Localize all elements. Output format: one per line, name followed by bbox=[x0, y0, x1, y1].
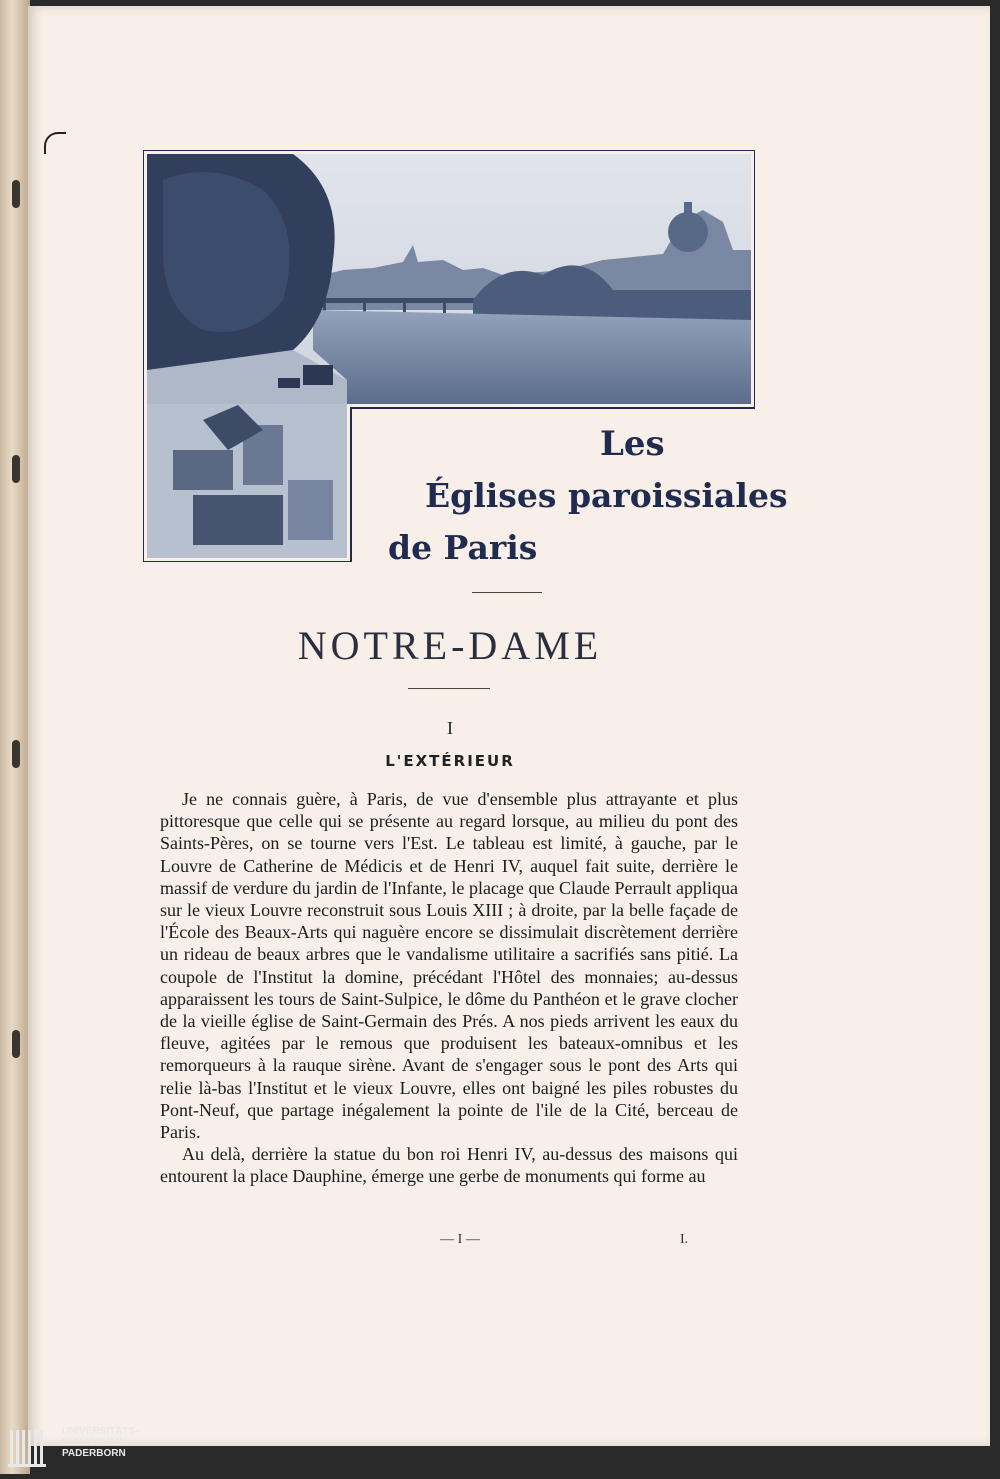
corner-mark bbox=[44, 132, 66, 154]
library-logo-text bbox=[62, 1426, 139, 1459]
logo-line: UNIVERSITÄTS- bbox=[62, 1426, 139, 1437]
page-title: NOTRE-DAME bbox=[297, 623, 603, 668]
section-numeral: I bbox=[447, 718, 453, 738]
divider-rule bbox=[472, 592, 542, 593]
binding-thread bbox=[12, 1030, 20, 1058]
divider-rule bbox=[408, 688, 490, 689]
logo-line: BIBLIOTHEK bbox=[62, 1437, 124, 1448]
section-heading: L'EXTÉRIEUR bbox=[385, 752, 515, 770]
binding-thread bbox=[12, 180, 20, 208]
book-binding bbox=[0, 0, 30, 1474]
heading-les: Les bbox=[600, 424, 665, 464]
signature-mark: I. bbox=[680, 1232, 689, 1247]
binding-thread bbox=[12, 455, 20, 483]
heading-eglises-paroissiales: Églises paroissiales bbox=[425, 476, 788, 515]
body-text bbox=[160, 788, 738, 1188]
binding-thread bbox=[12, 740, 20, 768]
paragraph: Je ne connais guère, à Paris, de vue d'ensemble plus attrayante et plus pittoresque que celle qui se présente au regard lorsque, au milieu du pont des Saints-Pères, on se tourne vers l'Est. Le tableau est limité, à gauche, par le Louvre de Catherine de Médicis et de Henri IV, auquel fait suite, derrière le massif de verdure du jardin de l'Infante, le placage que Claude Perrault appliqua sur le vieux Louvre reconstruit sous Louis XIII ; à droite, par la belle façade de l'École des Beaux-Arts qui naguère encore se dissimulait discrètement derrière un rideau de beaux arbres que le vandalisme utilitaire a sacrifiés sans pitié. La coupole de l'Institut la domine, précédant l'Hôtel des monnaies; au-dessus apparaissent les tours de Saint-Sulpice, le dôme du Panthéon et le grave clocher de la vieille église de Saint-Germain des Prés. A nos pieds arrivent les eaux du fleuve, agitées par le remous que produisent les bateaux-omnibus et les remorqueurs à la rauque sirène. Avant de s'engager sous le pont des Arts qui relie là-bas l'Institut et le vieux Louvre, elles ont baigné les piles robustes du Pont-Neuf, que partage inégalement la pointe de l'ile de la Cité, berceau de Paris. bbox=[160, 789, 738, 1143]
paragraph: Au delà, derrière la statue du bon roi Henri IV, au-dessus des maisons qui entourent la place Dauphine, émerge une gerbe de monuments qui forme au bbox=[160, 1144, 738, 1187]
page-number: — I — bbox=[440, 1232, 480, 1247]
logo-line: PADERBORN bbox=[62, 1448, 126, 1459]
heading-de-paris: de Paris bbox=[388, 528, 538, 567]
